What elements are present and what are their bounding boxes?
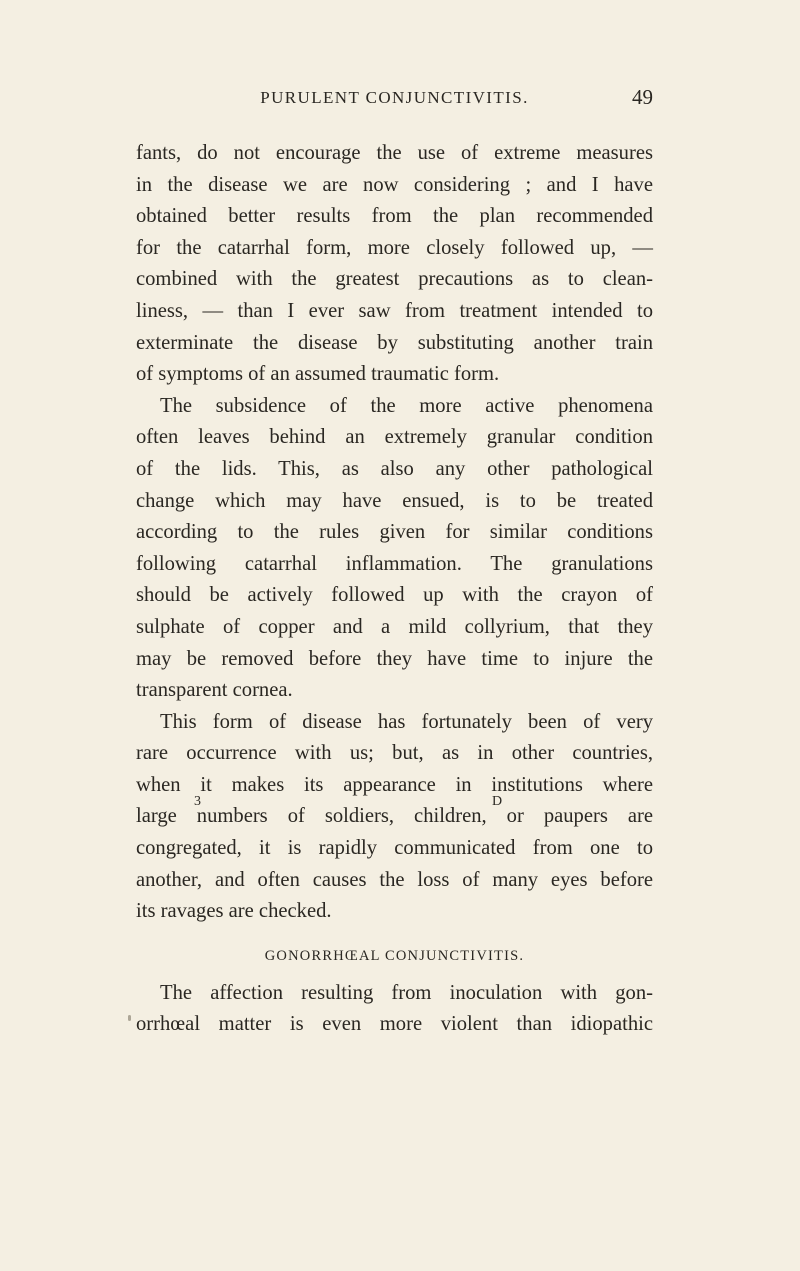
text-line: change which may have ensued, is to be treated bbox=[136, 489, 653, 512]
text-line: for the catarrhal form, more closely followed up, — bbox=[136, 236, 653, 259]
text-line: The subsidence of the more active phenomena bbox=[160, 394, 653, 417]
running-head bbox=[136, 85, 653, 114]
text-line: should be actively followed up with the crayon of bbox=[136, 584, 653, 607]
running-title: PURULENT CONJUNCTIVITIS. bbox=[260, 88, 529, 107]
signature-marks bbox=[136, 794, 653, 814]
paragraph-subsidence bbox=[136, 391, 653, 707]
text-line: combined with the greatest precautions as to clean- bbox=[136, 268, 653, 291]
section-heading: GONORRHŒAL CONJUNCTIVITIS. bbox=[264, 947, 525, 964]
text-line: liness, — than I ever saw from treatment intended to bbox=[136, 299, 653, 322]
text-line: fants, do not encourage the use of extreme measures bbox=[136, 142, 653, 164]
text-line: The affection resulting from inoculation with gon- bbox=[160, 981, 653, 1004]
text-line: following catarrhal inflammation. The granulations bbox=[136, 552, 653, 575]
text-line: when it makes its appearance in institutions where bbox=[136, 773, 653, 796]
paper-speck bbox=[128, 1015, 131, 1021]
text-line: its ravages are checked. bbox=[136, 900, 332, 923]
text-line: This form of disease has fortunately been of very bbox=[160, 710, 653, 733]
text-line: rare occurrence with us; but, as in other countries, bbox=[136, 742, 653, 765]
body-text bbox=[136, 138, 653, 1041]
signature-number: 3 bbox=[194, 794, 201, 809]
text-line: in the disease we are now considering ; and I have bbox=[136, 173, 653, 196]
paragraph-continuation bbox=[136, 138, 653, 391]
text-line: according to the rules given for similar conditions bbox=[136, 521, 653, 544]
text-line: of symptoms of an assumed traumatic form. bbox=[136, 363, 500, 386]
page-number: 49 bbox=[632, 85, 653, 109]
text-line: another, and often causes the loss of many eyes before bbox=[136, 868, 653, 891]
paragraph-occurrence bbox=[136, 707, 653, 928]
text-line: orrhœal matter is even more violent than idiopathic bbox=[136, 1013, 653, 1036]
text-line: congregated, it is rapidly communicated from one to bbox=[136, 837, 653, 860]
text-line: may be removed before they have time to injure the bbox=[136, 647, 653, 670]
text-line: exterminate the disease by substituting another train bbox=[136, 331, 653, 354]
text-line: large numbers of soldiers, children, or paupers are bbox=[136, 805, 653, 828]
signature-letter: D bbox=[492, 794, 503, 809]
text-line: often leaves behind an extremely granular condition bbox=[136, 426, 653, 449]
text-line: transparent cornea. bbox=[136, 679, 293, 702]
text-line: sulphate of copper and a mild collyrium, that they bbox=[136, 615, 653, 638]
text-line: of the lids. This, as also any other pathological bbox=[136, 457, 653, 480]
paragraph-gonorrhoeal bbox=[136, 978, 653, 1041]
text-line: obtained better results from the plan recommended bbox=[136, 205, 653, 228]
